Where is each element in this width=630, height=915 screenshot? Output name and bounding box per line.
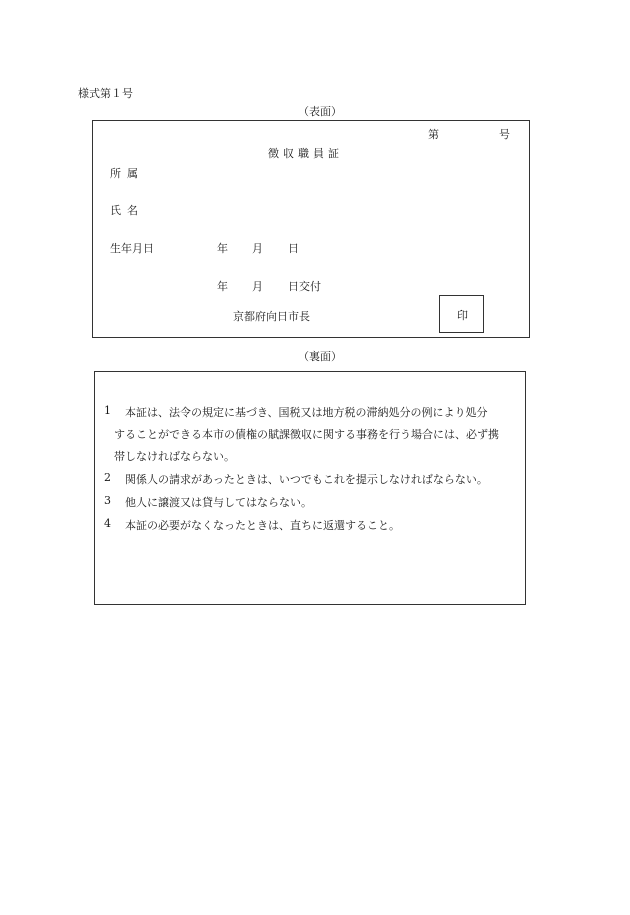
front-caption: （表面） [298, 105, 342, 118]
issue-month: 月 [252, 280, 263, 293]
item-4-number: 4 [104, 517, 111, 530]
back-caption: （裏面） [298, 350, 342, 363]
issuer: 京都府向日市長 [233, 310, 310, 323]
birth-year: 年 [217, 242, 228, 255]
seal-label: 印 [457, 309, 468, 322]
birth-day: 日 [288, 242, 299, 255]
item-1-line-3: 帯しなければならない。 [114, 450, 235, 463]
affiliation-label: 所属 [110, 167, 144, 180]
number-dai: 第 [428, 128, 439, 141]
item-1-number: 1 [104, 404, 111, 417]
number-go: 号 [499, 128, 510, 141]
issue-year: 年 [217, 280, 228, 293]
issued-day: 日交付 [288, 280, 321, 293]
card-title: 徴収職員証 [268, 147, 343, 160]
item-2-number: 2 [104, 471, 111, 484]
item-1-line-1: 本証は、法令の規定に基づき、国税又は地方税の滞納処分の例により処分 [125, 406, 488, 419]
item-4-line-1: 本証の必要がなくなったときは、直ちに返還すること。 [125, 519, 400, 532]
form-number: 様式第１号 [78, 87, 133, 100]
name-label: 氏名 [110, 204, 144, 217]
item-3-line-1: 他人に譲渡又は貸与してはならない。 [125, 496, 312, 509]
item-3-number: 3 [104, 494, 111, 507]
item-2-line-1: 関係人の請求があったときは、いつでもこれを提示しなければならない。 [125, 473, 488, 486]
birth-month: 月 [252, 242, 263, 255]
item-1-line-2: することができる本市の債権の賦課徴収に関する事務を行う場合には、必ず携 [114, 428, 499, 441]
birthdate-label: 生年月日 [110, 242, 154, 255]
